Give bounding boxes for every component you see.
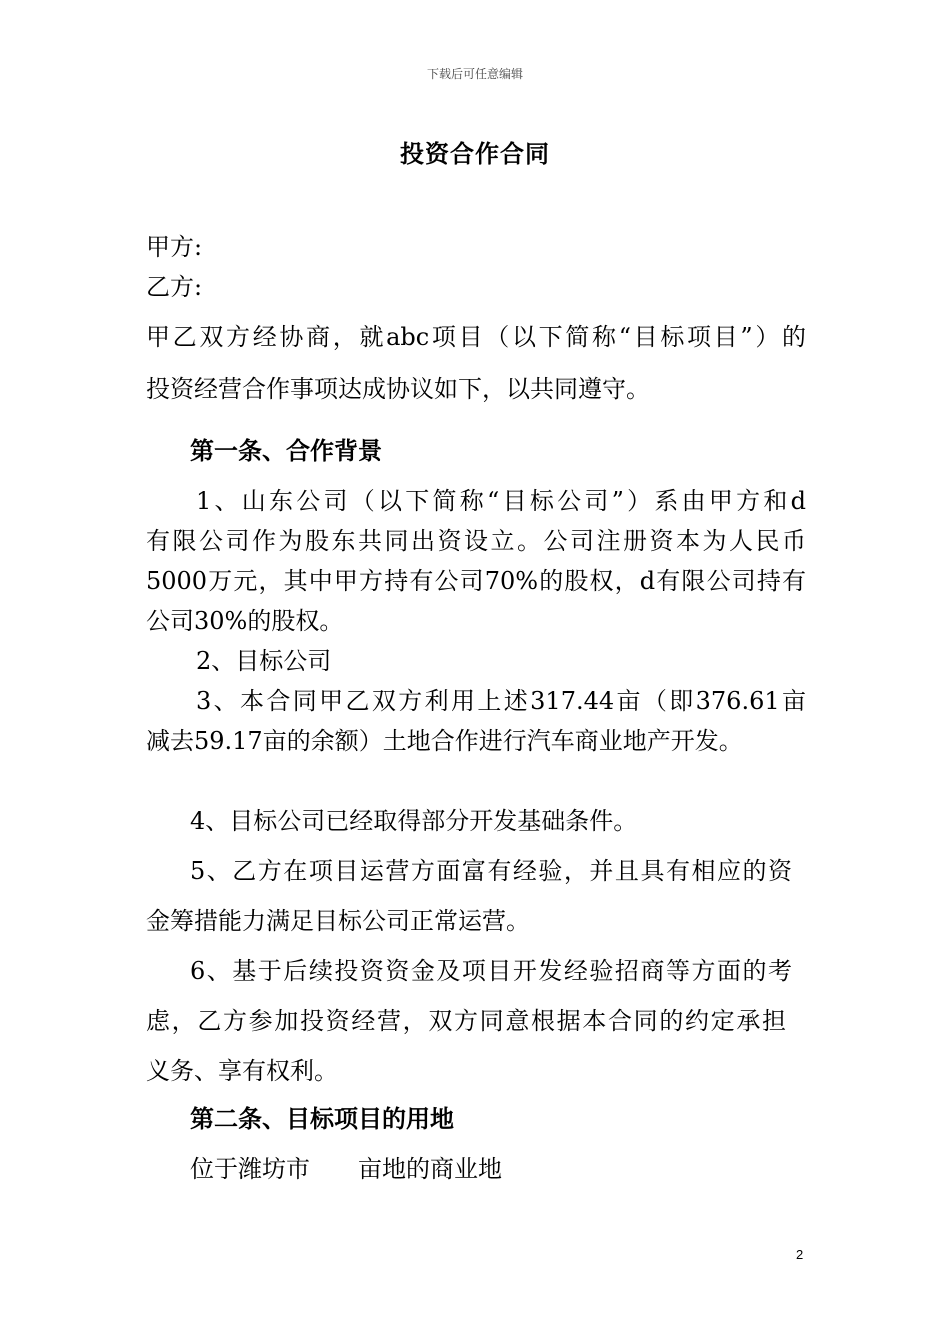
article-1-paragraph-1-line-3: 5000万元，其中甲方持有公司70%的股权，d有限公司持有 [146,567,806,595]
article-1-paragraph-6-line-1: 6、基于后续投资资金及项目开发经验招商等方面的考 [190,957,792,985]
intro-line-1: 甲乙双方经协商，就abc项目（以下简称“目标项目”）的 [146,323,806,351]
article-2-heading: 第二条、目标项目的用地 [190,1104,454,1133]
article-1-paragraph-3-line-1: 3、本合同甲乙双方利用上述317.44亩（即376.61亩 [196,687,806,715]
article-1-heading: 第一条、合作背景 [190,436,382,465]
article-1-paragraph-3-line-2: 减去59.17亩的余额）土地合作进行汽车商业地产开发。 [146,727,743,755]
article-1-paragraph-2: 2、目标公司 [196,647,332,675]
article-1-paragraph-4: 4、目标公司已经取得部分开发基础条件。 [190,807,638,835]
header-note: 下载后可任意编辑 [426,67,523,81]
article-1-paragraph-1-line-4: 公司30%的股权。 [146,607,344,635]
article-1-paragraph-5-line-1: 5、乙方在项目运营方面富有经验，并且具有相应的资 [190,857,792,885]
article-1-paragraph-1-line-2: 有限公司作为股东共同出资设立。公司注册资本为人民币 [146,527,806,555]
article-1-paragraph-6-line-2: 虑，乙方参加投资经营，双方同意根据本合同的约定承担 [146,1007,786,1035]
document-title: 投资合作合同 [400,139,550,168]
article-1-paragraph-6-line-3: 义务、享有权利。 [146,1057,338,1085]
page-number: 2 [796,1247,804,1262]
party-b-label: 乙方: [146,273,203,301]
party-a-label: 甲方: [146,233,203,261]
intro-line-2: 投资经营合作事项达成协议如下，以共同遵守。 [146,375,650,403]
article-2-paragraph-1: 位于潍坊市 亩地的商业地 [190,1155,502,1183]
article-1-paragraph-5-line-2: 金筹措能力满足目标公司正常运营。 [146,907,530,935]
article-1-paragraph-1-line-1: 1、山东公司（以下简称“目标公司”）系由甲方和d [196,487,806,515]
